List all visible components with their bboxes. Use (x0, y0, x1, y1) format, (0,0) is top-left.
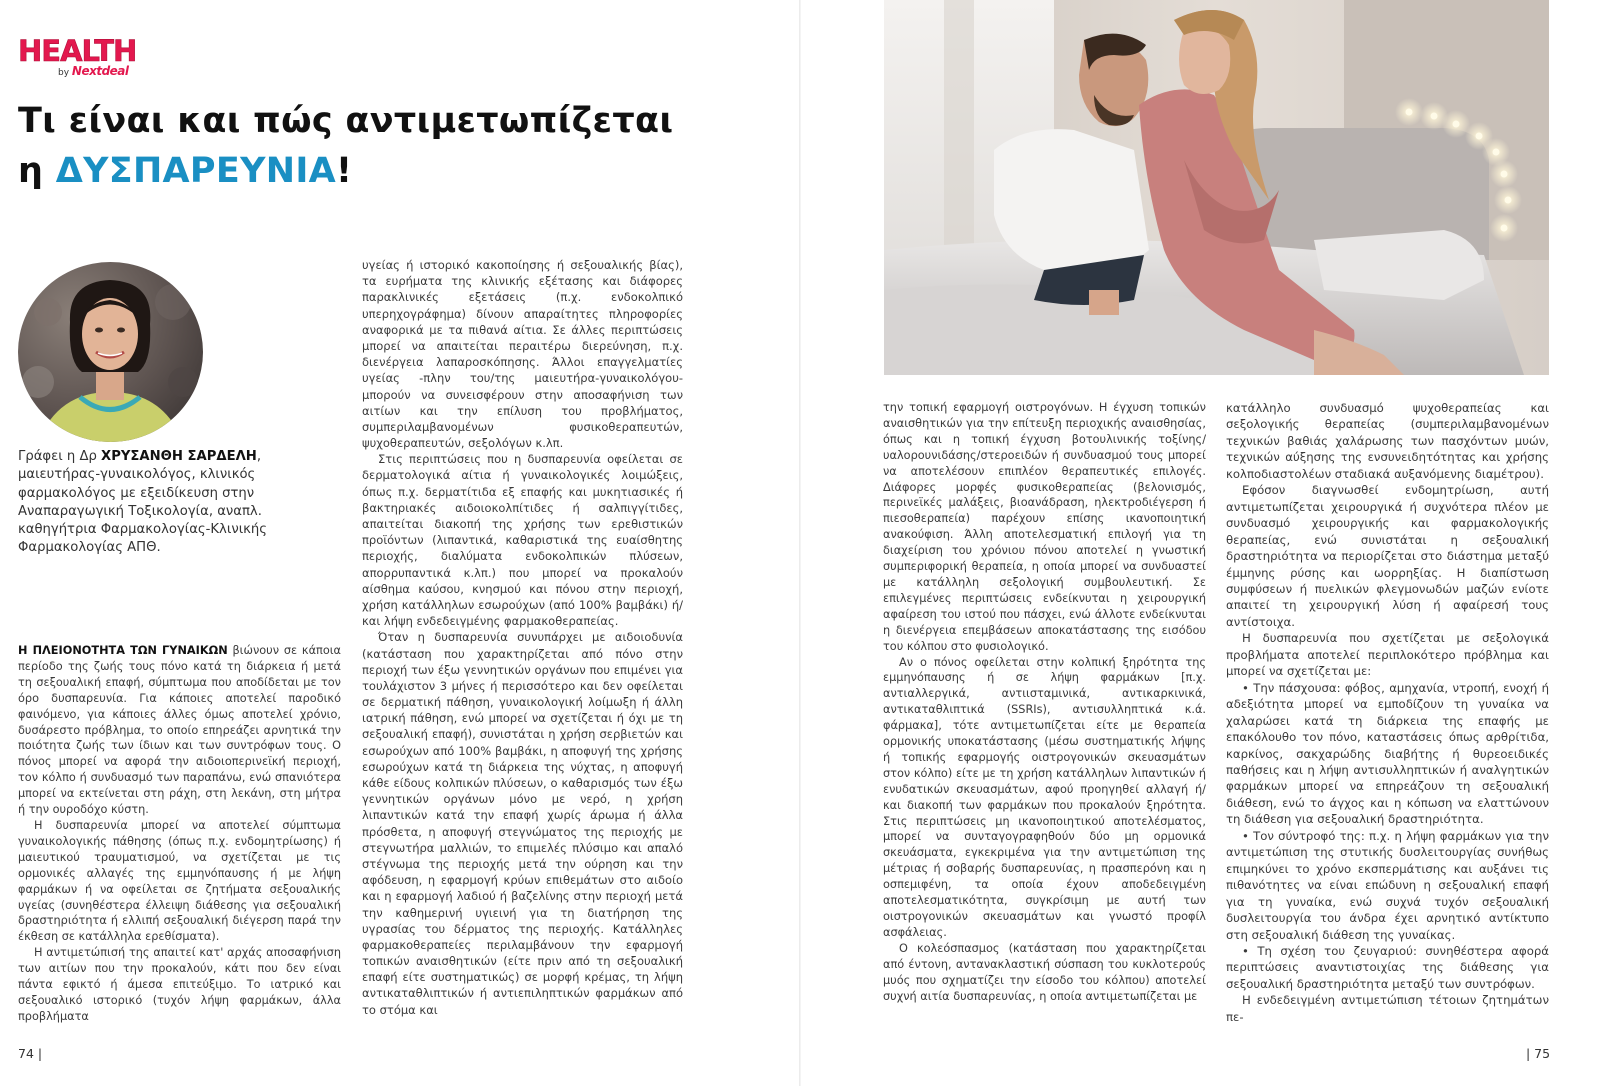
health-logo (18, 36, 148, 80)
lead-in: Η ΠΛΕΙΟΝΟΤΗΤΑ ΤΩΝ ΓΥΝΑΙΚΩΝ (18, 644, 228, 657)
paragraph: Όταν η δυσπαρευνία συνυπάρχει με αιδοιοδυνία (κατάσταση που χαρακτηρίζεται από πόνο στην περιοχή των έξω γεννητικών οργάνων που επιμένει για τουλάχιστον 3 μήνες ή περισσότερο και δεν οφείλεται σε δερματική πάθηση, γυναικολογική λοίμωξη ή άλλη ιατρική πάθηση, ενώ μπορεί να σχετίζεται ή όχι με τη σεξουαλική επαφή), συνιστάται η χρήση σερβιετών και εσωρούχων από 100% βαμβάκι, η αποφυγή της χρήσης εσωρούχων κατά τη διάρκεια της νύχτας, η αποφυγή κάθε είδους κολπικών πλύσεων, ο καθαρισμός των έξω γεννητικών οργάνων μόνο με νερό, η χρήση λιπαντικών κατά την επαφή χωρίς άρωμα ή άλλα πρόσθετα, η αποφυγή στεγνώματος της περιοχής με στεγνωτήρα μαλλιών, το επιμελές πλύσιμο και απαλό στέγνωμα της περιοχής μετά την ούρηση και την αφόδευση, η εφαρμογή κρύων επιθεμάτων στο αιδοίο και η εφαρμογή λαδιού ή βαζελίνης στην περιοχή μετά την καθημερινή υγιεινή για τη διατήρηση της υγρασίας του δέρματος της περιοχής. Κατάλληλες φαρμακοθεραπείες περιλαμβάνουν την εφαρμογή τοπικών αναισθητικών (είτε πριν από τη σεξουαλική επαφή είτε συστηματικώς) σε μορφή κρέμας, τη λήψη αντικαταθλιπτικών ή αντιεπιληπτικών φαρμάκων από το στόμα και (362, 630, 683, 1017)
logo-brand: HEALTH (18, 34, 137, 68)
page-number-left: 74 | (18, 1046, 43, 1061)
paragraph: Η δυσπαρευνία που σχετίζεται με σεξολογικά προβλήματα αποτελεί περιπλοκότερο πρόβλημα και μπορεί να σχετίζεται με: (1226, 631, 1549, 679)
author-byline: Γράφει η Δρ ΧΡΥΣΑΝΘΗ ΣΑΡΔΕΛΗ, μαιευτήρας-γυναικολόγος, κλινικός φαρμακολόγος με εξειδίκευση στην Αναπαραγωγική Τοξικολογία, αναπλ. καθηγήτρια Φαρμακολογίας-Κλινικής Φαρμακολογίας ΑΠΘ. (18, 449, 268, 556)
paragraph: Ο κολεόσπασμος (κατάσταση που χαρακτηρίζεται από έντονη, αντανακλαστική σύσπαση του κυκλοτερούς μυός που σχηματίζει την είσοδο του κόλπου) αποτελεί συχνή αιτία δυσπαρευνίας, η οποία αντιμετωπίζεται με (883, 941, 1206, 1003)
bullet-item: • Τη σχέση του ζευγαριού: συνηθέστερα αφορά περιπτώσεις αναντιστοιχίας της διάθεσης για σεξουαλική δραστηριότητα μεταξύ των συντρόφων. (1226, 943, 1549, 991)
paragraph: Η αντιμετώπισή της απαιτεί κατ' αρχάς αποσαφήνιση των αιτίων που την προκαλούν, κάτι που δεν είναι πάντα εφικτό ή άμεσα επιτεύξιμο. Το ιατρικό και σεξουαλικό ιστορικό (τυχόν λήψη φαρμάκων, άλλα προβλήματα (18, 946, 341, 1023)
paragraph: την τοπική εφαρμογή οιστρογόνων. Η έγχυση τοπικών αναισθητικών για την επίτευξη περιοχικής αναισθησίας, όπως και η τοπική έγχυση βοτουλινικής τοξίνης/υαλορουνιδάσης/στεροειδών ή συνδυασμού τους μπορεί να αποτελέσουν επιπλέον θεραπευτικές επιλογές. Διάφορες μορφές φυσικοθεραπείας (βελονισμός, περινεϊκές μαλάξεις, βιοανάδραση, ηλεκτροδιέγερση ή πιεσοθεραπεία) παρέχουν επίσης ικανοποιητική ανακούφιση. Άλλη αποτελεσματική επιλογή για τη διαχείριση του χρόνιου πόνου αποτελεί η γνωστική συμπεριφορική θεραπεία, η οποία μπορεί να συνδυαστεί με κατάλληλη σεξολογική συμβουλευτική. Σε επιλεγμένες περιπτώσεις ενδείκνυται η χειρουργική αφαίρεση του ιστού που πάσχει, ενώ άλλοτε ενδείκνυται η διενέργεια επεμβάσεων αποκατάστασης της εισόδου του κόλπου στο φυσιολογικό. (883, 401, 1206, 653)
paragraph: Η δυσπαρευνία μπορεί να αποτελεί σύμπτωμα γυναικολογικής πάθησης (όπως π.χ. ενδομητρίωσης) ή μαιευτικού τραυματισμού, να σχετίζεται με τις ορμονικές αλλαγές της εμμηνόπαυσης ή με λήψη φαρμάκων ή να οφείλεται σε ζητήματα σεξουαλικής υγείας (συνηθέστερα έλλειψη διάθεσης για σεξουαλική δραστηριότητα ή ελλιπή σεξουαλική διέγερση παρά την έκθεση σε κατάλληλα ερεθίσματα). (18, 818, 341, 944)
title-highlight: ΔΥΣΠΑΡΕΥΝΙΑ (55, 151, 337, 191)
bullet-item: • Τον σύντροφό της: π.χ. η λήψη φαρμάκων για την αντιμετώπιση της στυτικής δυσλειτουργίας συνήθως επιμηκύνει το χρόνο εκσπερμάτισης και αυξάνει τις πιθανότητες να είναι επώδυνη η σεξουαλική επαφή για τη γυναίκα, ενώ συχνά τυχόν σεξουαλική δυσλειτουργία του άνδρα έχει αρνητικό αντίκτυπο στη σεξουαλική διάθεση της γυναίκας. (1226, 828, 1549, 942)
author-name: ΧΡΥΣΑΝΘΗ ΣΑΡΔΕΛΗ (101, 449, 257, 464)
paragraph: Στις περιπτώσεις που η δυσπαρευνία οφείλεται σε δερματολογικά αίτια ή γυναικολογικές λοιμώξεις, όπως π.χ. δερματίτιδα εξ επαφής και μυκητιασικές ή βακτηριακές αιδοιοκολπίτιδες ή σαλπιγγίτιδες, απαιτείται διακοπή της χρήσης των ερεθιστικών προϊόντων (λιπαντικά, καθαριστικά της ευαίσθητης περιοχής, διαλύματα ενδοκολπικών πλύσεων, απορρυπαντικά κ.λπ.) που μπορεί να προκαλούν αίσθημα καύσου, κνησμού και πόνου στην περιοχή, χρήση κατάλληλων εσωρούχων (από 100% βαμβάκι) ή/και λήψη ενδεδειγμένης φαρμακοθεραπείας. (362, 452, 683, 629)
paragraph: υγείας ή ιστορικό κακοποίησης ή σεξουαλικής βίας), τα ευρήματα της κλινικής εξέτασης και διάφορες παρακλινικές εξετάσεις (π.χ. ενδοκολπικό υπερηχογράφημα) δίνουν απαραίτητες πληροφορίες αναφορικά με τα πιθανά αίτια. Σε άλλες περιπτώσεις μπορεί να απαιτείται περαιτέρω διερεύνηση, π.χ. διενέργεια λαπαροσκόπησης. Άλλοι επαγγελματίες υγείας -πλην του/της μαιευτήρα-γυναικολόγου- μπορούν να συνεισφέρουν στην αποσαφήνιση των αιτίων και την επίλυση του προβλήματος, συμπεριλαμβανομένων φυσικοθεραπευτών, ψυχοθεραπευτών, σεξολόγων κ.λπ. (362, 258, 683, 451)
title-suffix: ! (336, 151, 353, 191)
paragraph: Αν ο πόνος οφείλεται στην κολπική ξηρότητα της εμμηνόπαυσης ή σε λήψη φαρμάκων [π.χ. αντιαλλεργικά, αντιισταμινικά, αντικαρκινικά, αντικαταθλιπτικά (SSRIs), αντισυλληπτικά κ.ά. φάρμακα], τότε αντιμετωπίζεται είτε με θεραπεία ορμονικής υποκατάστασης (μέσω συστηματικής λήψης ή τοπικής εφαρμογής οιστρογονικών σκευασμάτων στον κόλπο) είτε με τη χρήση κατάλληλων λιπαντικών ή ενυδατικών σκευασμάτων, αφού προηγηθεί αλλαγή ή/και διακοπή των φαρμάκων που προκαλούν ξηρότητα. Στις περιπτώσεις μη ικανοποιητικού αποτελέσματος, μπορεί να συνταγογραφηθούν δύο μη ορμονικά σκευάσματα, εγκεκριμένα για την αντιμετώπιση της μέτριας ή σοβαρής δυσπαρευνίας, η πρασπερόνη και η οσπεμιφένη, τα οποία έχουν αποδεδειγμένη αποτελεσματικότητα, συγκρίσιμη με αυτή των οιστρογονικών σκευασμάτων και γνωστό προφίλ ασφάλειας. (883, 655, 1206, 939)
article-title (18, 96, 758, 196)
title-prefix: η (18, 151, 56, 191)
title-line-1: Τι είναι και πώς αντιμετωπίζεται (18, 101, 674, 141)
bullet-item: • Την πάσχουσα: φόβος, αμηχανία, ντροπή, ενοχή ή αδεξιότητα μπορεί να εμποδίζουν τη γυναίκα να χαλαρώσει κατά τη διάρκεια της επαφής με επακόλουθο τον πόνο, καταστάσεις όπως αρθρίτιδα, καρκίνος, σακχαρώδης διαβήτης ή θυρεοειδικές παθήσεις και η λήψη αντισυλληπτικών ή αναλγητικών φαρμάκων μπορεί να επηρεάζουν τη σεξουαλική διάθεση, ενώ το άγχος και η κόπωση να ελαττώνουν τη διάθεση για σεξουαλική δραστηριότητα. (1226, 680, 1549, 827)
page-gutter (799, 0, 801, 1086)
page-number-right: | 75 (1526, 1046, 1551, 1061)
article-photo (884, 0, 1549, 375)
text-column-1: Η ΠΛΕΙΟΝΟΤΗΤΑ ΤΩΝ ΓΥΝΑΙΚΩΝ βιώνουν σε κάποια περίοδο της ζωής τους πόνο κατά τη διάρκεια ή μετά τη σεξουαλική επαφή, σύμπτωμα που αποδίδεται με τον όρο δυσπαρευνία. Για κάποιες αποτελεί παροδικό φαινόμενο, για κάποιες άλλες όμως αποτελεί χρόνιο, δυσάρεστο πρόβλημα, το οποίο επηρεάζει αρνητικά την ποιότητα ζωής των ίδιων και των συντρόφων τους. Ο πόνος μπορεί να αφορά την αιδοιοπερινεϊκή περιοχή, τον κόλπο ή συνδυασμό των παραπάνω, ενώ σπανιότερα μπορεί να εκτείνεται στη ράχη, στη λεκάνη, στη μήτρα ή την ουροδόχο κύστη. Η δυσπαρευνία μπορεί να αποτελεί σύμπτωμα γυναικολογικής πάθησης (όπως π.χ. ενδομητρίωσης) ή μαιευτικού τραυματισμού, να σχετίζεται με τις ορμονικές αλλαγές της εμμηνόπαυσης ή με λήψη φαρμάκων ή να οφείλεται σε ζητήματα σεξουαλικής υγείας (συνηθέστερα έλλειψη διάθεσης για σεξουαλική δραστηριότητα ή ελλιπή σεξουαλική διέγερση παρά την έκθεση σε κατάλληλα ερεθίσματα). Η αντιμετώπισή της απαιτεί κατ' αρχάς αποσαφήνιση των αιτίων που την προκαλούν, κάτι που δεν είναι πάντα εφικτό ή άμεσα επιτεύξιμο. Το ιατρικό και σεξουαλικό ιστορικό (τυχόν λήψη φαρμάκων, άλλα προβλήματα (18, 644, 341, 1023)
paragraph: Η ενδεδειγμένη αντιμετώπιση τέτοιων ζητημάτων πε- (1226, 993, 1549, 1024)
author-portrait (18, 262, 203, 442)
paragraph: κατάλληλο συνδυασμό ψυχοθεραπείας και σεξολογικής θεραπείας (συμπεριλαμβανομένων τεχνικών βαθιάς χαλάρωσης των πασχόντων μυών, τεχνικών αύξησης της ενσυνειδητότητας και χρήσης κολποδιαστολέων σταδιακά αυξανόμενης διαμέτρου). (1226, 401, 1549, 481)
text-column-3 (883, 400, 1206, 1004)
paragraph: Εφόσον διαγνωσθεί ενδομητρίωση, αυτή αντιμετωπίζεται χειρουργικά ή συχνότερα πλέον με συνδυασμό χειρουργικής και φαρμακολογικής θεραπείας, ενώ συνιστάται η σεξουαλική δραστηριότητα να περιορίζεται στο διάστημα μεταξύ έμμηνης ρύσης και ωορρηξίας. Η διαπίστωση συμφύσεων ή πυελικών φλεγμονωδών μαζών ενίοτε απαιτεί τη χειρουργική λύση ή αφαίρεσή τους αντίστοιχα. (1226, 483, 1549, 629)
text-column-4 (1226, 400, 1549, 1025)
text-column-2 (362, 257, 683, 1018)
logo-partner: by Nextdeal (58, 64, 129, 78)
